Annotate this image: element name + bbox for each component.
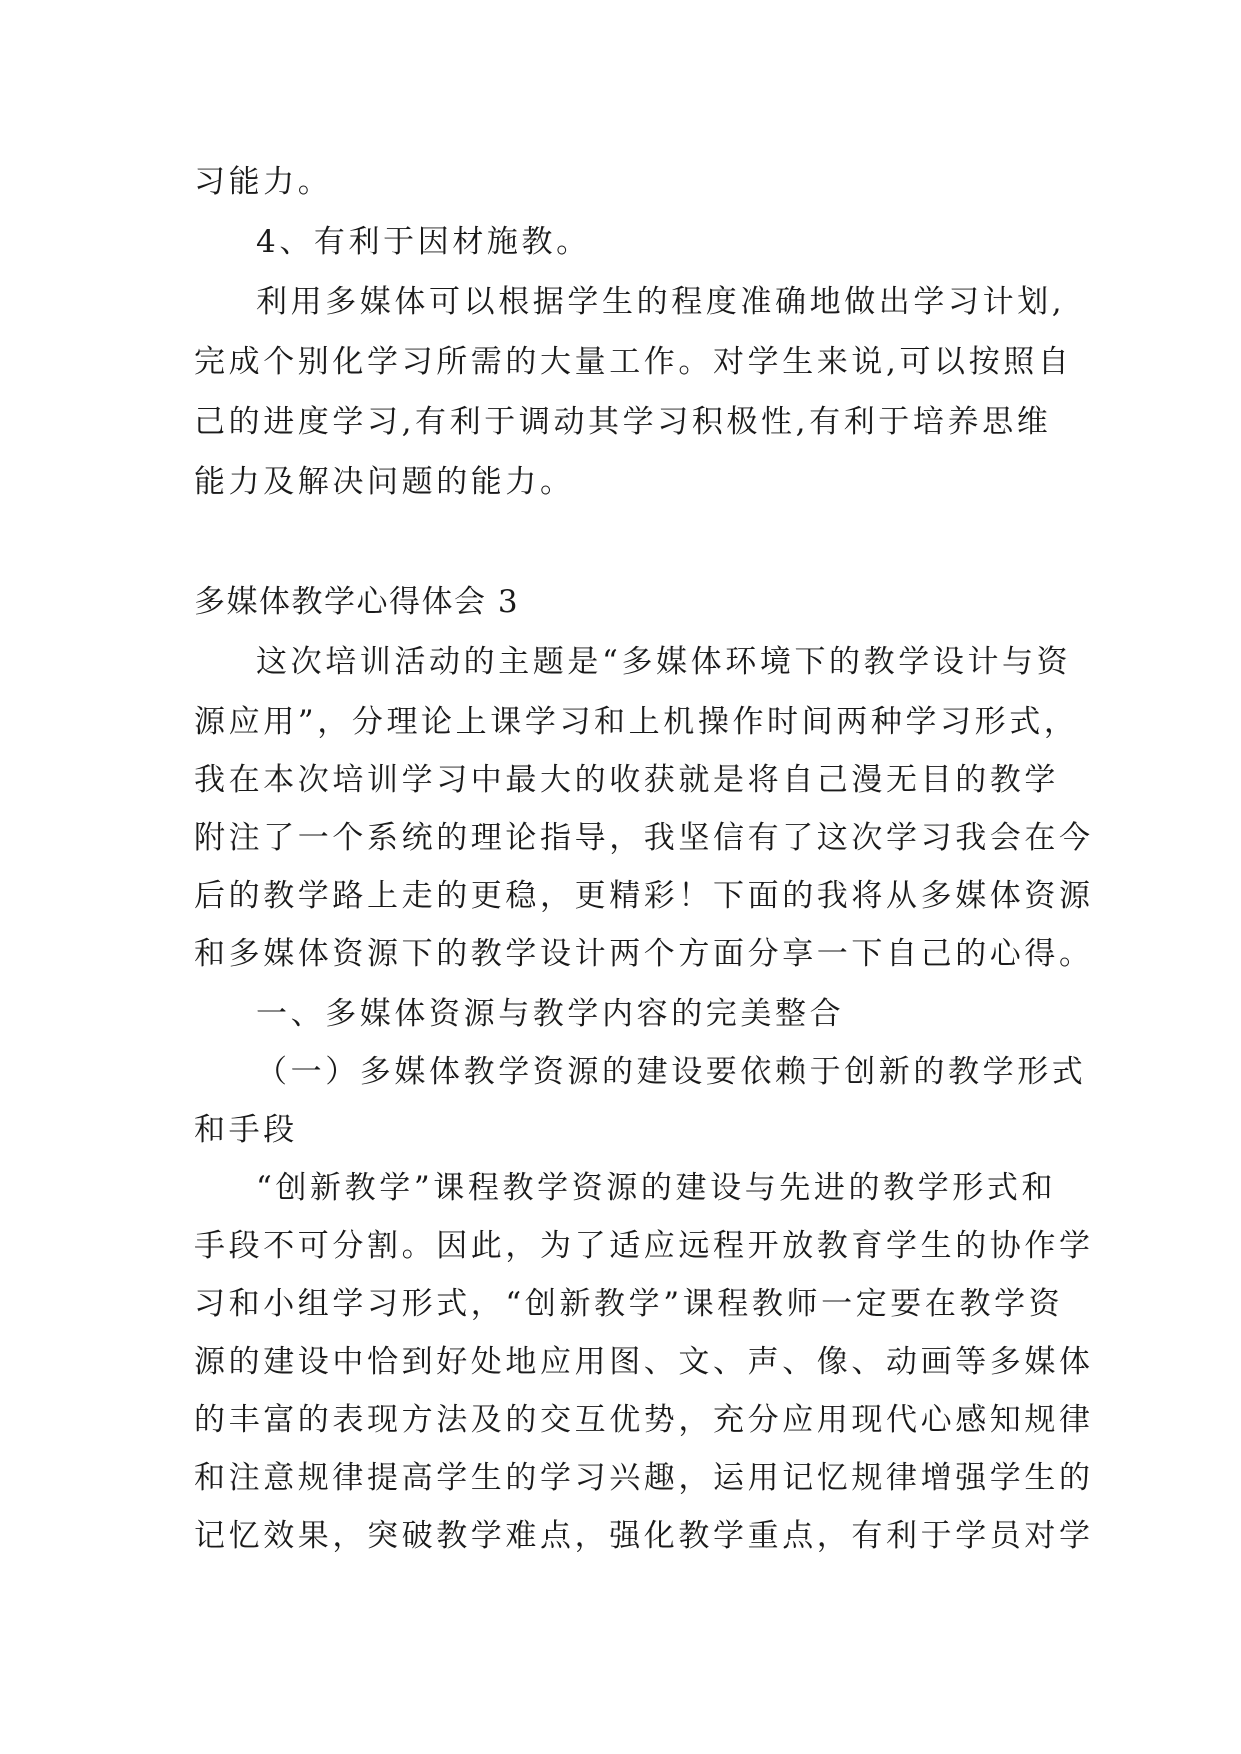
paragraph-line: 后的教学路上走的更稳，更精彩！下面的我将从多媒体资源 bbox=[194, 878, 1094, 914]
paragraph-line: 的丰富的表现方法及的交互优势，充分应用现代心感知规律 bbox=[194, 1402, 1094, 1438]
paragraph-line: 记忆效果，突破教学难点，强化教学重点，有利于学员对学 bbox=[194, 1518, 1094, 1554]
paragraph-line: 附注了一个系统的理论指导，我坚信有了这次学习我会在今 bbox=[194, 820, 1094, 856]
paragraph-line: 和注意规律提高学生的学习兴趣，运用记忆规律增强学生的 bbox=[194, 1460, 1094, 1496]
paragraph-line: 我在本次培训学习中最大的收获就是将自己漫无目的教学 bbox=[194, 762, 1059, 798]
paragraph-line: 完成个别化学习所需的大量工作。对学生来说,可以按照自 bbox=[194, 344, 1073, 380]
paragraph-line: 能力及解决问题的能力。 bbox=[194, 464, 575, 500]
paragraph-line: 手段不可分割。因此，为了适应远程开放教育学生的协作学 bbox=[194, 1228, 1094, 1264]
paragraph-line: 源的建设中恰到好处地应用图、文、声、像、动画等多媒体 bbox=[194, 1344, 1094, 1380]
subsection-heading: 一、多媒体资源与教学内容的完美整合 bbox=[256, 996, 845, 1032]
paragraph-line: “创新教学”课程教学资源的建设与先进的教学形式和 bbox=[256, 1170, 1057, 1206]
paragraph-line: 己的进度学习,有利于调动其学习积极性,有利于培养思维 bbox=[194, 404, 1052, 440]
paragraph-line: 习和小组学习形式，“创新教学”课程教师一定要在教学资 bbox=[194, 1286, 1064, 1322]
paragraph-line: 源应用”，分理论上课学习和上机操作时间两种学习形式， bbox=[194, 704, 1079, 740]
list-item-heading: 4、有利于因材施教。 bbox=[256, 224, 591, 260]
paragraph-line: 利用多媒体可以根据学生的程度准确地做出学习计划, bbox=[256, 284, 1066, 320]
subsection-heading: （一）多媒体教学资源的建设要依赖于创新的教学形式 bbox=[256, 1054, 1087, 1090]
text-line: 习能力。 bbox=[194, 164, 333, 200]
section-title: 多媒体教学心得体会 3 bbox=[194, 584, 520, 620]
paragraph-line: 这次培训活动的主题是“多媒体环境下的教学设计与资 bbox=[256, 644, 1072, 680]
paragraph-line: 和多媒体资源下的教学设计两个方面分享一下自己的心得。 bbox=[194, 936, 1094, 972]
subsection-heading: 和手段 bbox=[194, 1112, 298, 1148]
